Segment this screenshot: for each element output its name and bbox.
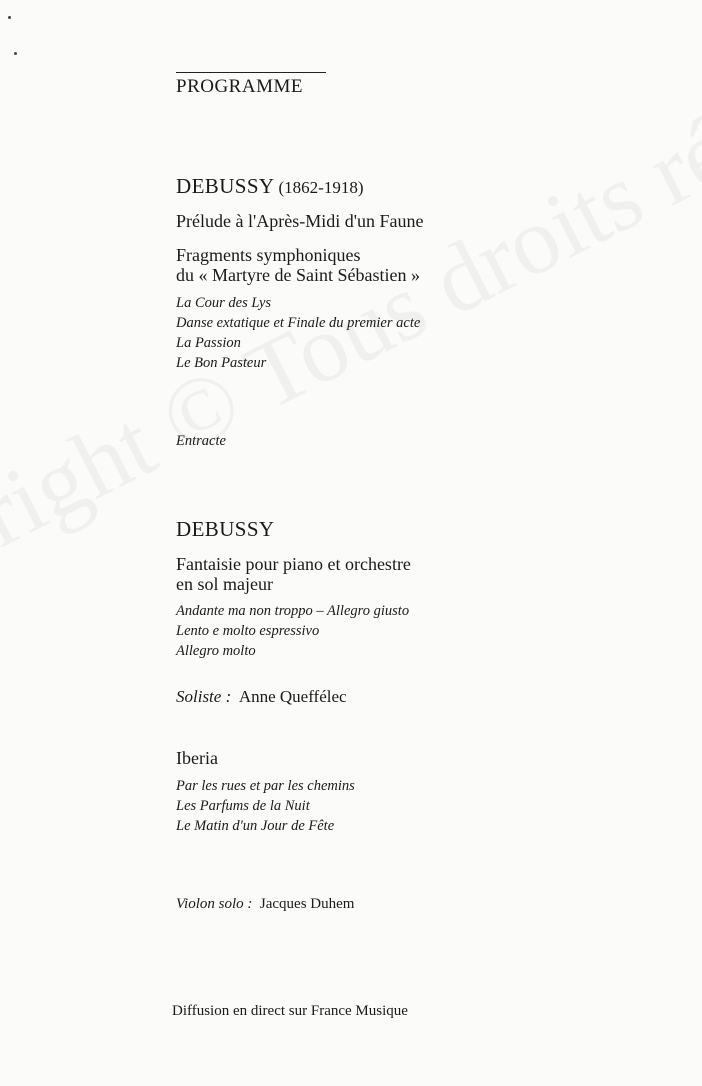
part2-work2-movements: [176, 776, 355, 836]
movement-item: Le Matin d'un Jour de Fête: [176, 818, 335, 834]
violin-label: Violon solo :: [176, 896, 253, 912]
movement-item: Par les rues et par les chemins: [176, 778, 355, 794]
movement-item: Allegro molto: [176, 643, 256, 659]
violin-credit: [176, 896, 354, 913]
part2-work1-line1: Fantaisie pour piano et orchestre: [176, 554, 411, 574]
movement-item: Andante ma non troppo – Allegro giusto: [176, 603, 410, 619]
programme-heading-text: PROGRAMME: [176, 76, 303, 97]
soloist-label: Soliste :: [176, 687, 232, 706]
part2-work1-movements: [176, 601, 409, 661]
part1-composer: DEBUSSY: [176, 174, 275, 198]
movement-item: La Passion: [176, 335, 241, 351]
part1-composer-dates: (1862-1918): [278, 178, 364, 197]
movement-item: Lento e molto espressivo: [176, 623, 320, 639]
movement-item: La Cour des Lys: [176, 295, 272, 311]
movement-item: Danse extatique et Finale du premier acte: [176, 315, 421, 331]
scan-speck: [8, 16, 11, 19]
soloist-name: Anne Queffélec: [238, 687, 347, 706]
intermission-label: Entracte: [176, 433, 226, 449]
part2-work1-title: [176, 554, 411, 594]
part2-composer: DEBUSSY: [176, 517, 275, 541]
part2-work1-line2: en sol majeur: [176, 574, 273, 594]
movement-item: Le Bon Pasteur: [176, 355, 267, 371]
movement-item: Les Parfums de la Nuit: [176, 798, 310, 814]
scan-speck: [14, 52, 17, 55]
soloist-credit: [176, 687, 347, 707]
part1-work2-title: [176, 245, 420, 285]
part1-work2-line2: du « Martyre de Saint Sébastien »: [176, 265, 420, 285]
part1-composer-line: [176, 174, 363, 199]
part1-work2-movements: [176, 293, 420, 373]
programme-heading: [176, 76, 303, 98]
heading-rule: [176, 72, 326, 73]
broadcast-note: Diffusion en direct sur France Musique: [172, 1003, 408, 1019]
part1-work1-title: Prélude à l'Après-Midi d'un Faune: [176, 211, 424, 231]
part1-work2-line1: Fragments symphoniques: [176, 245, 361, 265]
violin-name: Jacques Duhem: [259, 896, 355, 912]
part2-work2-title: Iberia: [176, 748, 218, 768]
